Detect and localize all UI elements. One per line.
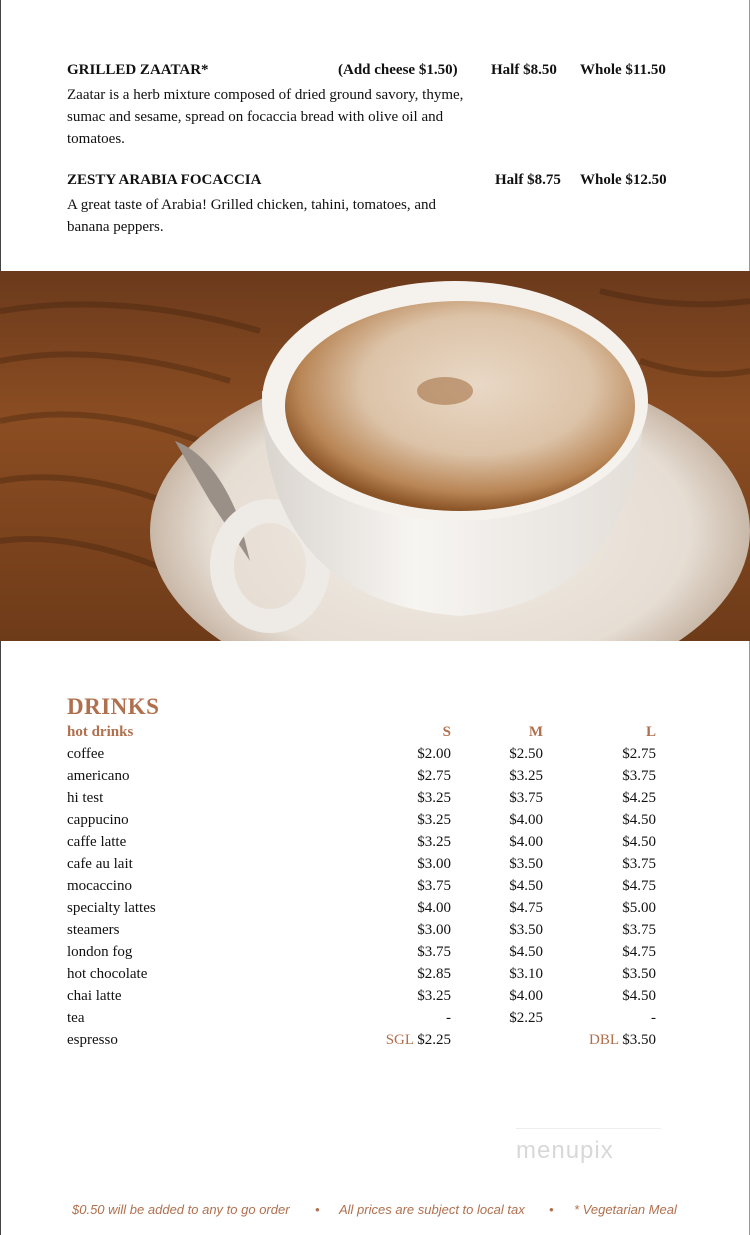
drink-price-medium: $4.00	[509, 812, 543, 828]
drink-row	[67, 790, 667, 812]
drink-name: espresso	[67, 1032, 118, 1048]
drink-name: specialty lattes	[67, 900, 156, 916]
drink-price-large: $3.75	[622, 856, 656, 872]
drink-price-large: $5.00	[622, 900, 656, 916]
size-header-small: S	[442, 724, 451, 740]
footer-separator: •	[549, 1202, 554, 1217]
drink-price-medium: $4.00	[509, 988, 543, 1004]
drink-price-medium: $2.50	[509, 746, 543, 762]
double-shot-label: DBL	[589, 1032, 619, 1048]
hot-drinks-subheading: hot drinks	[67, 724, 134, 740]
drink-price-medium: $3.25	[509, 768, 543, 784]
double-shot-price: $3.50	[622, 1032, 656, 1048]
drink-name: mocaccino	[67, 878, 132, 894]
drink-price-small: $4.00	[417, 900, 451, 916]
drink-name: tea	[67, 1010, 85, 1026]
drink-price-small: $3.75	[417, 878, 451, 894]
drink-row	[67, 988, 667, 1010]
size-header-medium: M	[528, 724, 543, 740]
drink-name: steamers	[67, 922, 120, 938]
drink-name: americano	[67, 768, 130, 784]
drink-price-large: $3.50	[622, 966, 656, 982]
drink-row	[67, 834, 667, 856]
drink-name: hi test	[67, 790, 104, 806]
drink-row	[67, 856, 667, 878]
drink-price-medium: $3.50	[509, 922, 543, 938]
footer-tax-note: All prices are subject to local tax	[339, 1202, 525, 1217]
menu-item-description: Zaatar is a herb mixture composed of dried ground savory, thyme, sumac and sesame, spread on focaccia bread with olive oil and tomatoes.	[67, 87, 464, 147]
menu-item-half-price: Half $8.50	[491, 62, 557, 78]
drink-price-medium: $4.50	[509, 878, 543, 894]
drink-name: cappucino	[67, 812, 129, 828]
watermark-rule	[516, 1128, 661, 1129]
drink-price-small: $3.25	[417, 834, 451, 850]
drink-price-large: $2.75	[622, 746, 656, 762]
menu-item-half-price: Half $8.75	[495, 172, 561, 188]
menu-item-header	[67, 172, 687, 194]
watermark-logo: menupix	[516, 1137, 614, 1164]
drink-name: london fog	[67, 944, 133, 960]
menu-item-header	[67, 62, 687, 84]
menu-item-whole-price: Whole $11.50	[580, 62, 666, 78]
drink-row	[67, 812, 667, 834]
drink-price-small: -	[446, 1010, 451, 1026]
footer-notes	[0, 1202, 750, 1222]
single-shot-label: SGL	[385, 1032, 414, 1048]
drink-price-large: $3.75	[622, 922, 656, 938]
drink-price-small: $3.75	[417, 944, 451, 960]
drink-price-large: $4.50	[622, 988, 656, 1004]
espresso-single-price	[386, 1032, 451, 1049]
footer-separator: •	[315, 1202, 320, 1217]
drink-price-large: $4.25	[622, 790, 656, 806]
menu-item-name: ZESTY ARABIA FOCACCIA	[67, 172, 262, 188]
drink-name: chai latte	[67, 988, 122, 1004]
drink-row	[67, 944, 667, 966]
drink-price-small: $2.85	[417, 966, 451, 982]
drink-price-small: $2.75	[417, 768, 451, 784]
cappuccino-photo	[0, 271, 750, 641]
drink-price-medium: $4.50	[509, 944, 543, 960]
drink-name: cafe au lait	[67, 856, 133, 872]
menu-item-zesty-arabia-focaccia	[67, 172, 687, 238]
drink-name: hot chocolate	[67, 966, 148, 982]
drink-row	[67, 768, 667, 790]
drink-price-medium: $2.25	[509, 1010, 543, 1026]
menu-item-description: A great taste of Arabia! Grilled chicken, tahini, tomatoes, and banana peppers.	[67, 197, 437, 235]
menu-item-grilled-zaatar	[67, 62, 687, 150]
drink-price-large: $4.75	[622, 944, 656, 960]
drink-price-small: $3.25	[417, 790, 451, 806]
drink-price-small: $3.25	[417, 988, 451, 1004]
drink-price-medium: $4.00	[509, 834, 543, 850]
drinks-heading: DRINKS	[67, 694, 160, 719]
drink-price-large: $4.50	[622, 812, 656, 828]
drink-row	[67, 966, 667, 988]
drink-row	[67, 922, 667, 944]
footer-vegetarian-note: * Vegetarian Meal	[574, 1202, 677, 1217]
drink-row-espresso	[67, 1032, 667, 1054]
espresso-double-price	[589, 1032, 656, 1049]
drink-price-small: $2.00	[417, 746, 451, 762]
drink-row	[67, 1010, 667, 1032]
drink-price-medium: $4.75	[509, 900, 543, 916]
drink-name: caffe latte	[67, 834, 127, 850]
drink-price-large: $4.50	[622, 834, 656, 850]
footer-to-go-note: $0.50 will be added to any to go order	[72, 1202, 290, 1217]
drink-price-large: $4.75	[622, 878, 656, 894]
drink-price-small: $3.00	[417, 922, 451, 938]
size-header-large: L	[645, 724, 656, 740]
drink-row	[67, 746, 667, 768]
menu-item-addon: (Add cheese $1.50)	[338, 62, 458, 78]
drink-price-medium: $3.75	[509, 790, 543, 806]
drink-price-medium: $3.50	[509, 856, 543, 872]
menu-item-name: GRILLED ZAATAR*	[67, 62, 209, 78]
drink-row	[67, 878, 667, 900]
single-shot-price: $2.25	[417, 1032, 451, 1048]
drink-price-large: $3.75	[622, 768, 656, 784]
drink-row	[67, 900, 667, 922]
drink-name: coffee	[67, 746, 105, 762]
menu-item-whole-price: Whole $12.50	[580, 172, 667, 188]
drink-price-large: -	[651, 1010, 656, 1026]
drink-price-medium: $3.10	[509, 966, 543, 982]
drink-price-small: $3.00	[417, 856, 451, 872]
drink-price-small: $3.25	[417, 812, 451, 828]
